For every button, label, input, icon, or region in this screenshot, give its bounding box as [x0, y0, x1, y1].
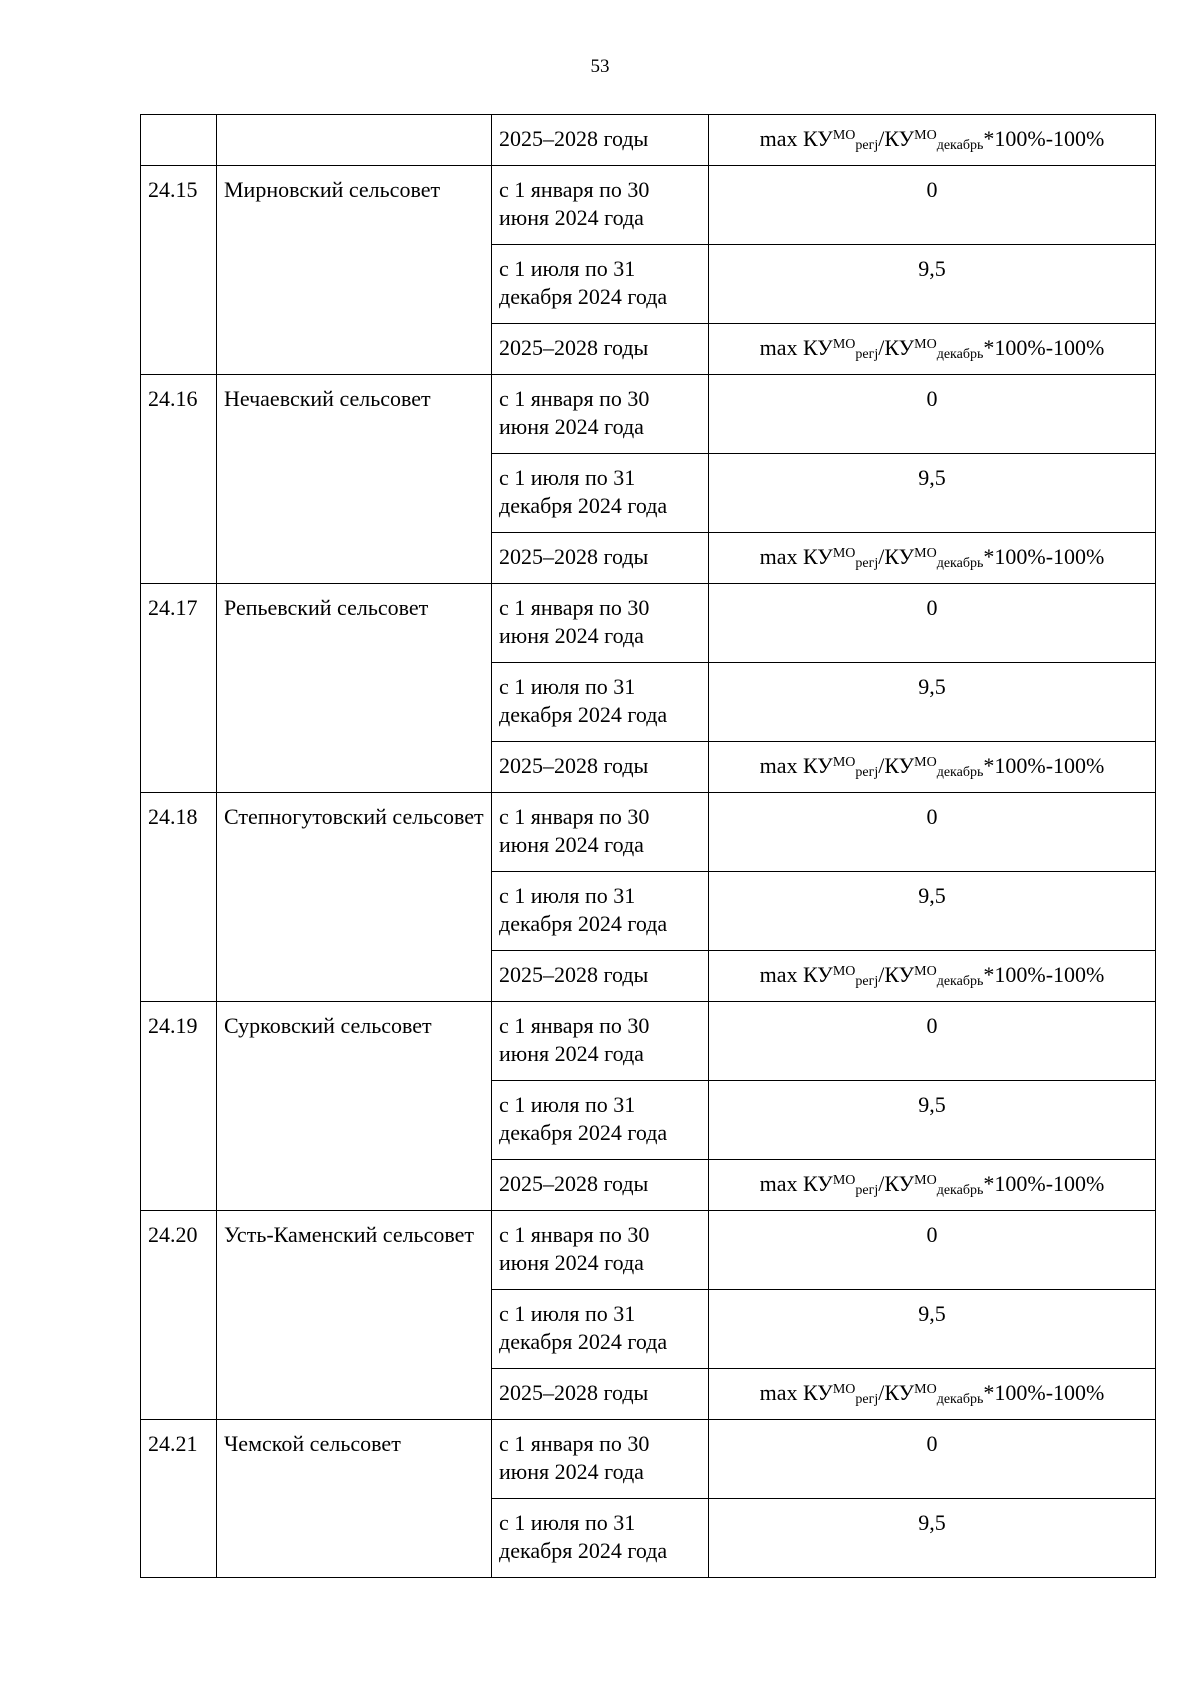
period-cell: с 1 июля по 31 декабря 2024 года	[492, 1499, 709, 1578]
period-cell: с 1 января по 30 июня 2024 года	[492, 793, 709, 872]
value-cell: 0	[709, 375, 1156, 454]
tariff-table-body	[141, 115, 1156, 1578]
tariff-table	[140, 114, 1156, 1578]
period-cell: 2025–2028 годы	[492, 533, 709, 584]
number-cell	[141, 115, 217, 166]
formula-cell: $\max КУ^{МО}_{регj}/КУ^{МО}_{декабрь}*100\%-100\%$	[709, 742, 1156, 793]
table-row	[141, 1002, 1156, 1081]
value-cell: 0	[709, 584, 1156, 663]
period-cell: с 1 июля по 31 декабря 2024 года	[492, 872, 709, 951]
value-cell: 9,5	[709, 1290, 1156, 1369]
value-cell: 9,5	[709, 872, 1156, 951]
number-cell: 24.19	[141, 1002, 217, 1211]
number-cell: 24.16	[141, 375, 217, 584]
period-cell: с 1 января по 30 июня 2024 года	[492, 1211, 709, 1290]
value-cell: 0	[709, 166, 1156, 245]
table-row	[141, 793, 1156, 872]
value-cell: 0	[709, 1002, 1156, 1081]
period-cell: 2025–2028 годы	[492, 1160, 709, 1211]
number-cell: 24.17	[141, 584, 217, 793]
formula-cell: $\max КУ^{МО}_{регj}/КУ^{МО}_{декабрь}*100\%-100\%$	[709, 951, 1156, 1002]
period-cell: с 1 июля по 31 декабря 2024 года	[492, 1290, 709, 1369]
number-cell: 24.18	[141, 793, 217, 1002]
name-cell: Сурковский сельсовет	[217, 1002, 492, 1211]
period-cell: с 1 января по 30 июня 2024 года	[492, 1420, 709, 1499]
name-cell: Чемской сельсовет	[217, 1420, 492, 1578]
number-cell: 24.21	[141, 1420, 217, 1578]
value-cell: 0	[709, 1420, 1156, 1499]
value-cell: 0	[709, 793, 1156, 872]
formula-cell: $\max КУ^{МО}_{регj}/КУ^{МО}_{декабрь}*100\%-100\%$	[709, 115, 1156, 166]
name-cell: Нечаевский сельсовет	[217, 375, 492, 584]
formula-cell: $\max КУ^{МО}_{регj}/КУ^{МО}_{декабрь}*100\%-100\%$	[709, 324, 1156, 375]
period-cell: с 1 января по 30 июня 2024 года	[492, 1002, 709, 1081]
period-cell: с 1 июля по 31 декабря 2024 года	[492, 663, 709, 742]
table-row	[141, 115, 1156, 166]
formula-cell: $\max КУ^{МО}_{регj}/КУ^{МО}_{декабрь}*100\%-100\%$	[709, 1160, 1156, 1211]
value-cell: 9,5	[709, 1081, 1156, 1160]
name-cell: Усть-Каменский сельсовет	[217, 1211, 492, 1420]
value-cell: 9,5	[709, 454, 1156, 533]
table-row	[141, 375, 1156, 454]
period-cell: 2025–2028 годы	[492, 742, 709, 793]
table-row	[141, 1211, 1156, 1290]
period-cell: с 1 июля по 31 декабря 2024 года	[492, 245, 709, 324]
period-cell: с 1 января по 30 июня 2024 года	[492, 166, 709, 245]
number-cell: 24.20	[141, 1211, 217, 1420]
name-cell: Степногутовский сельсовет	[217, 793, 492, 1002]
period-cell: 2025–2028 годы	[492, 115, 709, 166]
formula-cell: $\max КУ^{МО}_{регj}/КУ^{МО}_{декабрь}*100\%-100\%$	[709, 533, 1156, 584]
period-cell: с 1 января по 30 июня 2024 года	[492, 584, 709, 663]
value-cell: 0	[709, 1211, 1156, 1290]
name-cell: Репьевский сельсовет	[217, 584, 492, 793]
period-cell: с 1 июля по 31 декабря 2024 года	[492, 454, 709, 533]
period-cell: с 1 июля по 31 декабря 2024 года	[492, 1081, 709, 1160]
table-row	[141, 166, 1156, 245]
period-cell: 2025–2028 годы	[492, 1369, 709, 1420]
formula-cell: $\max КУ^{МО}_{регj}/КУ^{МО}_{декабрь}*100\%-100\%$	[709, 1369, 1156, 1420]
page-number: 53	[590, 56, 610, 77]
number-cell: 24.15	[141, 166, 217, 375]
table-row	[141, 584, 1156, 663]
name-cell: Мирновский сельсовет	[217, 166, 492, 375]
table-row	[141, 1420, 1156, 1499]
value-cell: 9,5	[709, 663, 1156, 742]
value-cell: 9,5	[709, 1499, 1156, 1578]
period-cell: 2025–2028 годы	[492, 951, 709, 1002]
period-cell: с 1 января по 30 июня 2024 года	[492, 375, 709, 454]
period-cell: 2025–2028 годы	[492, 324, 709, 375]
value-cell: 9,5	[709, 245, 1156, 324]
name-cell	[217, 115, 492, 166]
